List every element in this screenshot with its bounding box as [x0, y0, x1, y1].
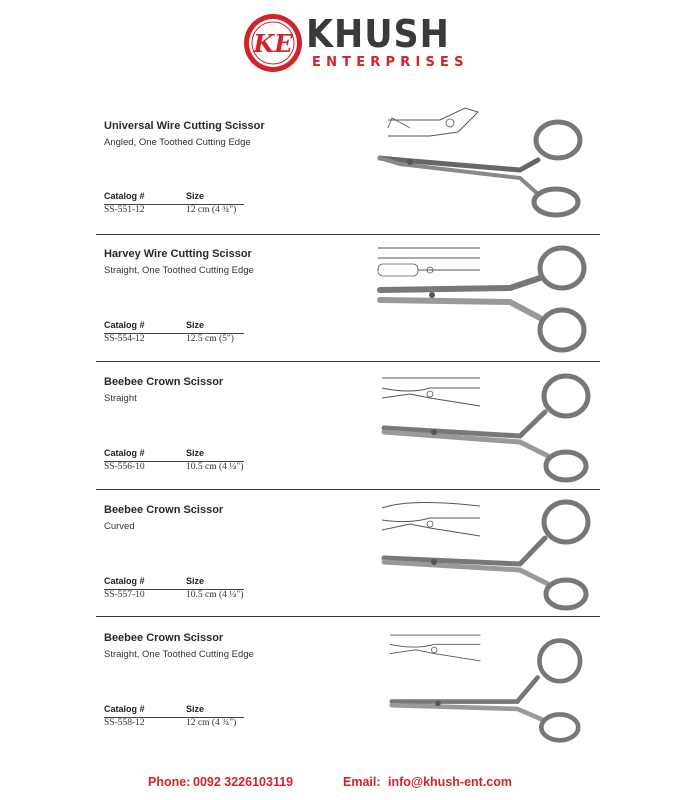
- product-description: Straight: [104, 393, 137, 404]
- catalog-number: SS-554-12: [104, 334, 145, 344]
- product-title: Beebee Crown Scissor: [104, 504, 224, 516]
- size-header: Size: [186, 448, 205, 458]
- size-header: Size: [186, 576, 205, 586]
- product-description: Straight, One Toothed Cutting Edge: [104, 649, 254, 660]
- product-description: Angled, One Toothed Cutting Edge: [104, 137, 251, 148]
- product-title: Harvey Wire Cutting Scissor: [104, 248, 252, 260]
- scissor-illustration: [370, 624, 600, 744]
- catalog-header: Catalog #: [104, 576, 145, 586]
- section-divider: [96, 234, 600, 235]
- email-label: Email:: [343, 775, 381, 789]
- email-link[interactable]: info@khush-ent.com: [388, 775, 512, 789]
- size-header: Size: [186, 320, 205, 330]
- size-header: Size: [186, 704, 205, 714]
- spec-table: [104, 448, 244, 475]
- spec-header-row: [104, 448, 244, 462]
- scissor-illustration: [370, 494, 600, 614]
- phone-label: Phone:: [148, 775, 191, 789]
- logo-badge-icon: [242, 12, 304, 74]
- scissor-illustration: [370, 98, 600, 218]
- product-description: Straight, One Toothed Cutting Edge: [104, 265, 254, 276]
- spec-table: [104, 191, 244, 218]
- product-title: Universal Wire Cutting Scissor: [104, 120, 265, 132]
- phone-number[interactable]: 0092 3226103119: [193, 775, 294, 789]
- catalog-number: SS-551-12: [104, 205, 145, 215]
- spec-row: [104, 334, 244, 347]
- size-header: Size: [186, 191, 205, 201]
- size-value: 12 cm (4 ¾"): [186, 205, 237, 215]
- spec-row: [104, 205, 244, 218]
- size-value: 12.5 cm (5"): [186, 334, 234, 344]
- spec-header-row: [104, 576, 244, 590]
- contact-footer: [0, 775, 689, 791]
- spec-table: [104, 320, 244, 347]
- section-divider: [96, 616, 600, 617]
- product-title: Beebee Crown Scissor: [104, 632, 224, 644]
- size-value: 12 cm (4 ¾"): [186, 718, 237, 728]
- size-value: 10.5 cm (4 ¼"): [186, 590, 244, 600]
- spec-header-row: [104, 191, 244, 205]
- catalog-number: SS-556-10: [104, 462, 145, 472]
- spec-row: [104, 462, 244, 475]
- catalog-number: SS-557-10: [104, 590, 145, 600]
- section-divider: [96, 361, 600, 362]
- scissor-illustration: [370, 238, 600, 358]
- catalog-header: Catalog #: [104, 448, 145, 458]
- scissor-illustration: [370, 366, 600, 486]
- catalog-header: Catalog #: [104, 320, 145, 330]
- brand-name: KHUSH: [306, 12, 450, 56]
- catalog-header: Catalog #: [104, 704, 145, 714]
- size-value: 10.5 cm (4 ¼"): [186, 462, 244, 472]
- spec-header-row: [104, 704, 244, 718]
- spec-row: [104, 718, 244, 731]
- spec-table: [104, 704, 244, 731]
- spec-table: [104, 576, 244, 603]
- section-divider: [96, 489, 600, 490]
- spec-header-row: [104, 320, 244, 334]
- spec-row: [104, 590, 244, 603]
- brand-subtitle: ENTERPRISES: [312, 55, 469, 70]
- logo-initials: KE: [253, 29, 293, 58]
- brand-logo: [240, 10, 490, 80]
- product-title: Beebee Crown Scissor: [104, 376, 224, 388]
- catalog-header: Catalog #: [104, 191, 145, 201]
- product-description: Curved: [104, 521, 135, 532]
- catalog-number: SS-558-12: [104, 718, 145, 728]
